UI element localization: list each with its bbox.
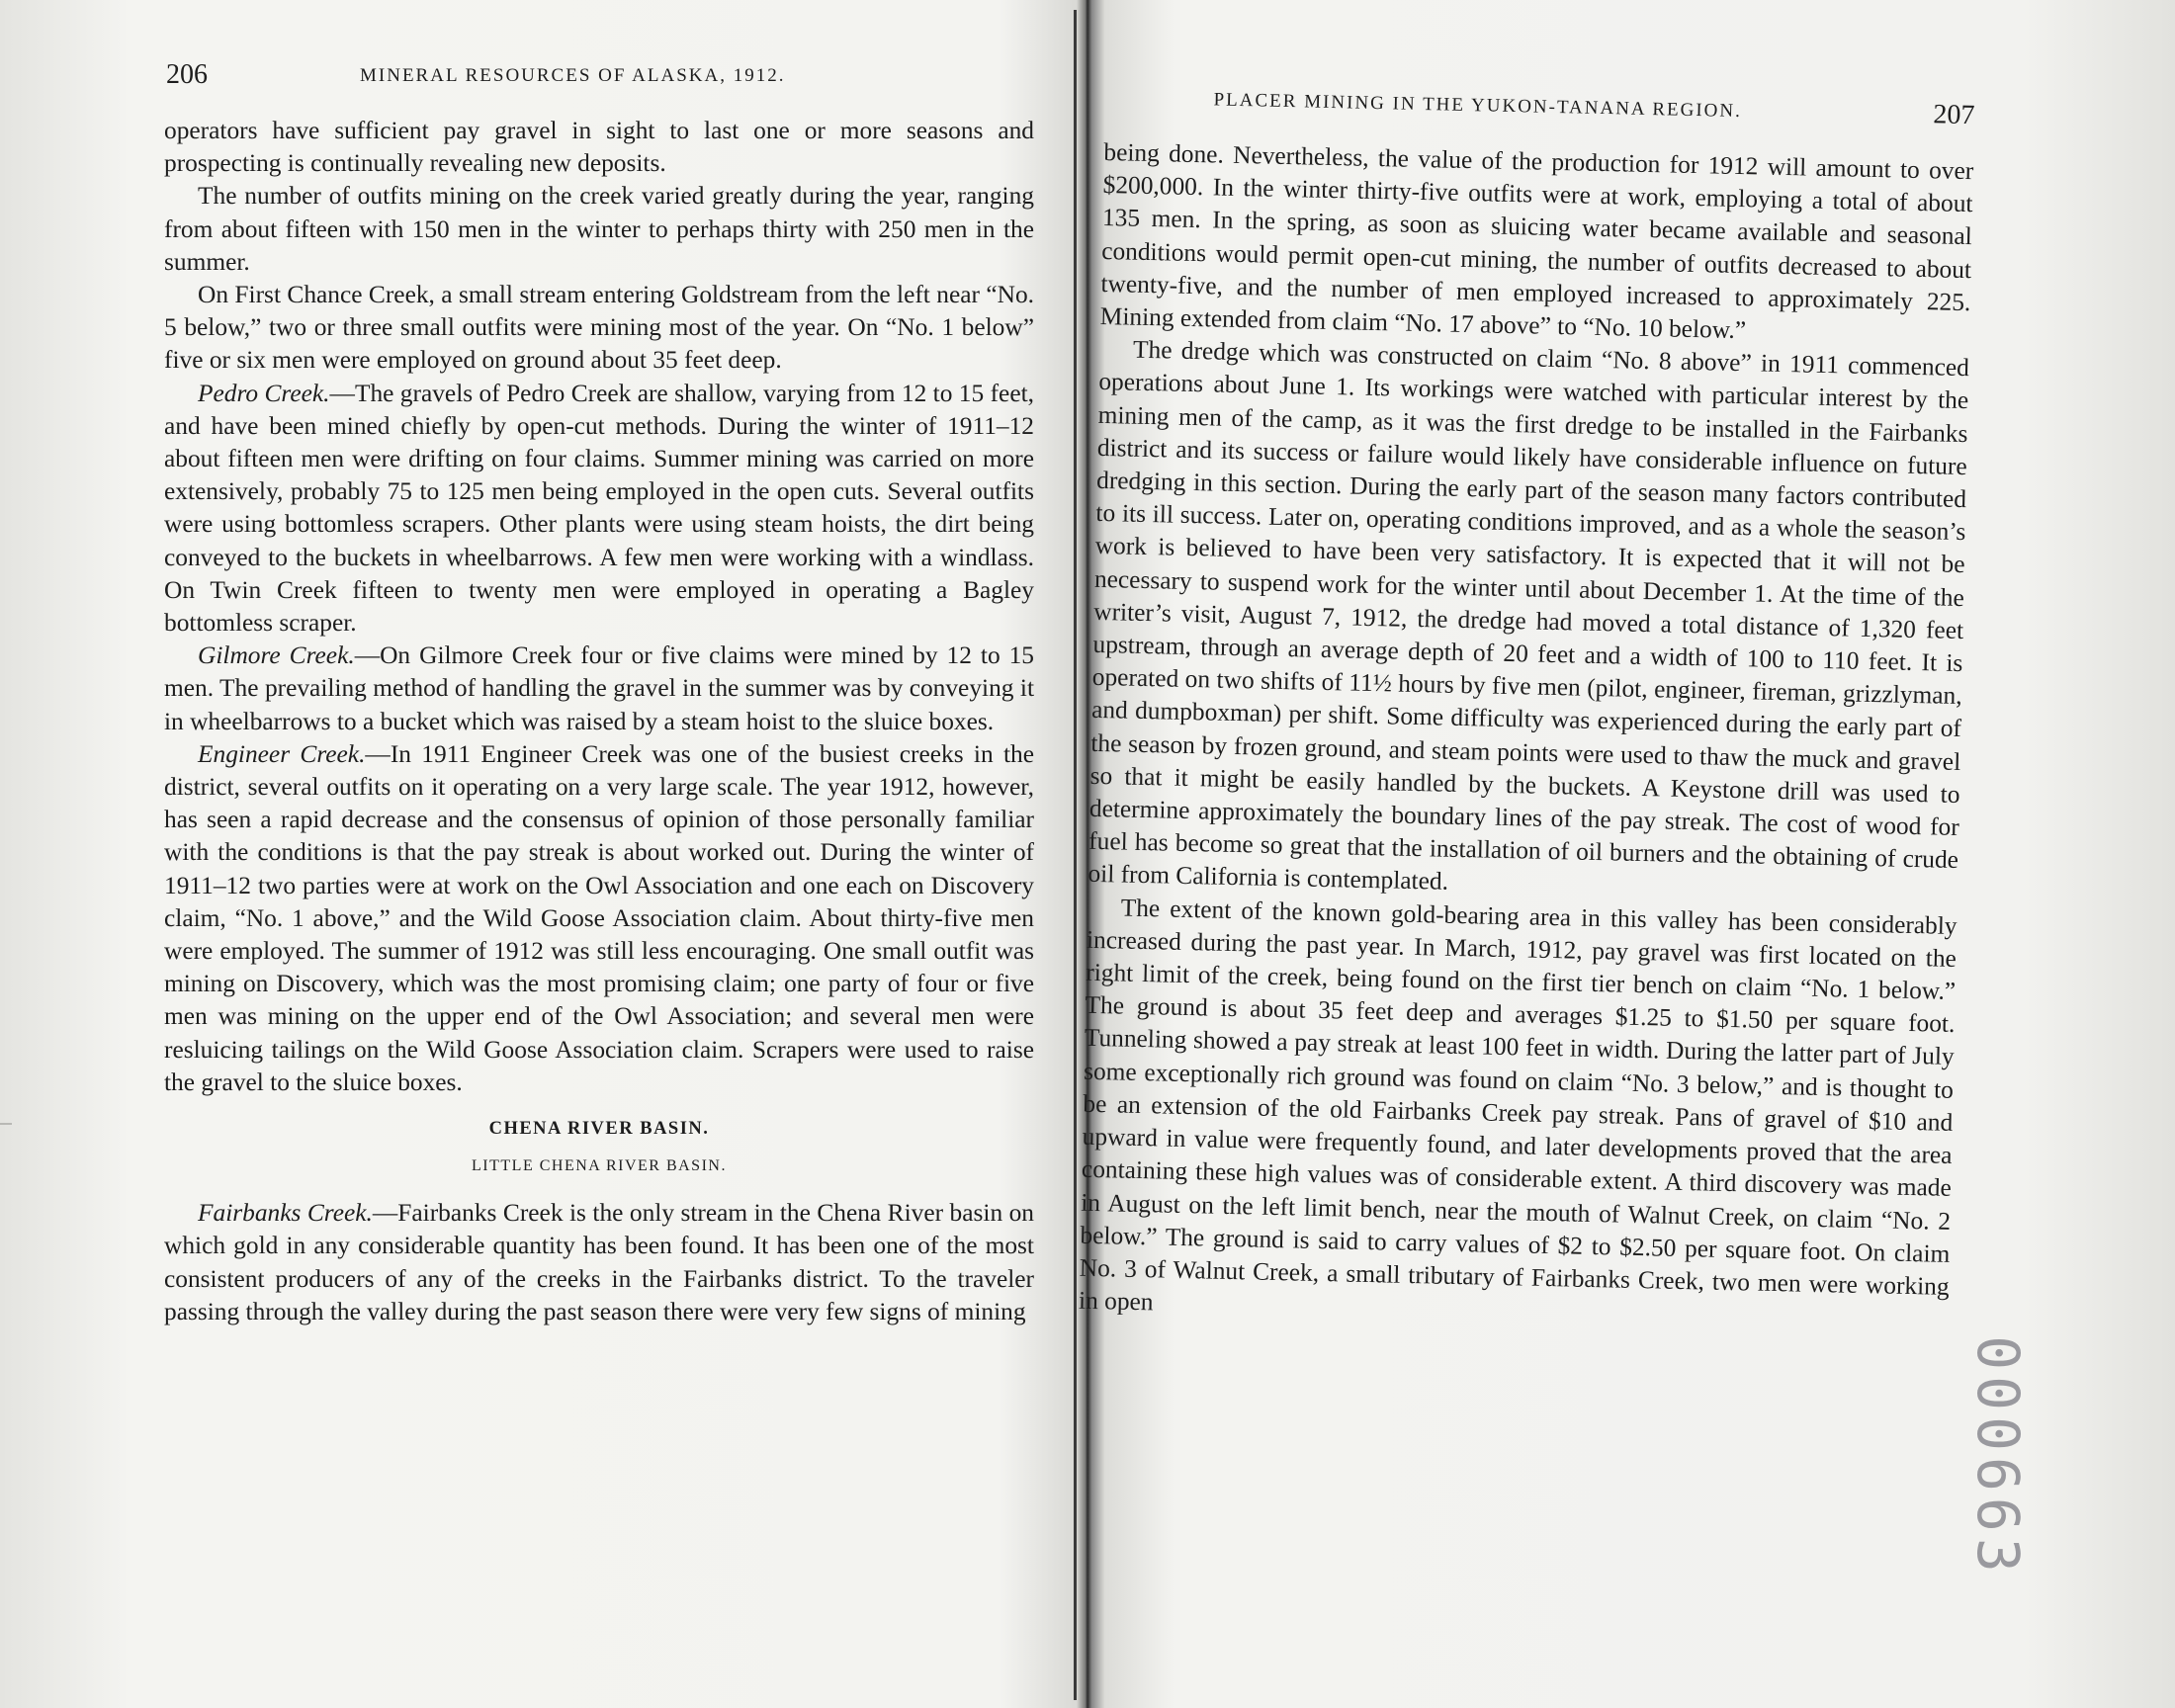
paragraph [164,115,1034,180]
section-heading-chena-river-basin: CHENA RIVER BASIN. [488,1119,710,1140]
edge-mark [0,1123,12,1125]
paragraph-text: On First Chance Creek, a small stream entering Goldstream from the left near “No. 5 below,” two or three small outfits were mining most of the year. On “No. 1 below” five or six men were employed on ground about 35 feet deep. [164,281,1034,375]
paragraph-text: being done. Nevertheless, the value of the production for 1912 will amount to over $200,000. In the winter thirty-five outfits were at work, employing a total of about 135 men. In the spring, as soon as sluicing water became available and seasonal conditions would permit open-cut mining, the number of outfits decreased to about twenty-five, and the number of men employed increased to approximately 225. Mining extended from claim “No. 17 above” to “No. 10 below.” [1099,137,1974,345]
left-page-body [164,115,1034,1099]
paragraph-text: The extent of the known gold-bearing area in this valley has been considerably increased during the past year. In March, 1912, pay gravel was first located on the right limit of the creek, being found on the first tier bench on claim “No. 1 below.” The ground is about 35 feet deep and averages $1.25 to $1.50 per square foot. Tunneling showed a pay streak at least 100 feet in width. During the latter part of July some exceptionally rich ground was found on claim “No. 3 below,” and is thought to be an extension of the old Fairbanks Creek pay streak. Pans of gravel of $10 and upward in value were frequently found, and later developments proved that the area containing these high values was of considerable extent. A third discovery was made in August on the left limit bench, near the mouth of Walnut Creek, on claim “No. 2 below.” The ground is said to carry values of $2 to $2.50 per square foot. On claim No. 3 of Walnut Creek, a small tributary of Fairbanks Creek, two men were working in open [1078,894,1958,1317]
paragraph-text: —On Gilmore Creek four or five claims were mined by 12 to 15 men. The prevailing method of handling the gravel in the summer was by conveying it in wheelbarrows to a bucket which was raised by a steam hoist to the sluice boxes. [164,641,1035,735]
paragraph-text: —Fairbanks Creek is the only stream in the Chena River basin on which gold in any considerable quantity has been found. It has been one of the most consistent producers of any of the creeks in the Fairbanks district. To the traveler passing through the valley during the past season there were very few signs of mining [164,1199,1035,1325]
paragraph [164,640,1034,738]
archive-stamp-number: 000663 [1964,1335,2033,1579]
paragraph [1088,333,1969,910]
paragraph [164,738,1034,1099]
right-running-title: PLACER MINING IN THE YUKON-TANANA REGION. [1213,89,1743,123]
paragraph [164,180,1034,279]
left-page [164,59,1034,1661]
right-page-number: 207 [1933,99,1975,131]
fairbanks-creek-paragraph [164,1197,1034,1328]
paragraph-text: —In 1911 Engineer Creek was one of the busiest creeks in the district, several outfits on it operating on a very large scale. The year 1912, however, has seen a rapid decrease and the consensus of opinion of those personally familiar with the conditions is that the pay streak is about worked out. During the winter of 1911–12 two parties were at work on the Owl Association and one each on Discovery claim, “No. 1 above,” and the Wild Goose Association claim. About thirty-five men were employed. The summer of 1912 was still less encouraging. One small outfit was mining on Discovery, which was the most promising claim; one party of four or five men was mining on the upper end of the Owl Association; and several men were resluicing tailings on the Wild Goose Association claim. Scrapers were used to raise the gravel to the sluice boxes. [164,739,1034,1096]
right-page-body [1079,136,1974,1336]
paragraph-text: operators have sufficient pay gravel in sight to last one or more seasons and prospecting is continually revealing new deposits. [164,117,1034,178]
paragraph-lead: Pedro Creek. [198,379,330,407]
subsection-heading-little-chena-river-basin: LITTLE CHENA RIVER BASIN. [472,1157,727,1175]
left-running-head [164,59,1034,115]
paragraph [164,279,1034,378]
paragraph-text: —The gravels of Pedro Creek are shallow, varying from 12 to 15 feet, and have been mined chiefly by open-cut methods. During the winter of 1911–12 about fifteen men were drifting on four claims. Summer mining was carried on more extensively, probably 75 to 125 men being employed in the open cuts. Several outfits were using bottomless scrapers. Other plants were using steam hoists, the dirt being conveyed to the buckets in wheelbarrows. A few men were working with a windlass. On Twin Creek fifteen to twenty men were employed in operating a Bagley bottomless scraper. [164,379,1034,638]
paragraph [1079,891,1958,1336]
paragraph-lead: Fairbanks Creek. [198,1199,373,1228]
left-page-number: 206 [166,59,208,90]
left-running-title: MINERAL RESOURCES OF ALASKA, 1912. [360,65,786,86]
paragraph [164,378,1034,640]
paragraph-lead: Engineer Creek. [198,739,366,768]
paragraph-text: The number of outfits mining on the creek varied greatly during the year, ranging from about fifteen with 150 men in the winter to perhaps thirty with 250 men in the summer. [164,182,1034,276]
paragraph [1099,136,1973,352]
right-page [1071,81,1975,1701]
paragraph-lead: Gilmore Creek. [198,641,355,670]
paragraph-text: The dredge which was constructed on claim “No. 8 above” in 1911 commenced operations about June 1. Its workings were watched with particular interest by the mining men of the camp, as it was the first dredge to be installed in the Fairbanks district and its success or failure would likely have considerable influence on future dredging in this section. During the early part of the season many factors contributed to its ill success. Later on, operating conditions improved, and as a whole the season’s work is believed to have been very satisfactory. It is expected that it will not be necessary to suspend work for the winter until about December 1. At the time of the writer’s visit, August 7, 1912, the dredge had moved a total distance of 1,320 feet upstream, through an average depth of 20 feet and a width of 100 to 110 feet. It is operated on two shifts of 11½ hours by five men (pilot, engineer, fireman, grizzlyman, and dumpboxman) per shift. Some difficulty was experienced during the early part of the season by frozen ground, and steam points were used to thaw the muck and gravel so that it might be easily handled by the buckets. A Keystone drill was used to determine approximately the boundary lines of the pay streak. The cost of wood for fuel has become so great that the installation of oil burners and the obtaining of crude oil from California is contemplated. [1088,335,1970,897]
